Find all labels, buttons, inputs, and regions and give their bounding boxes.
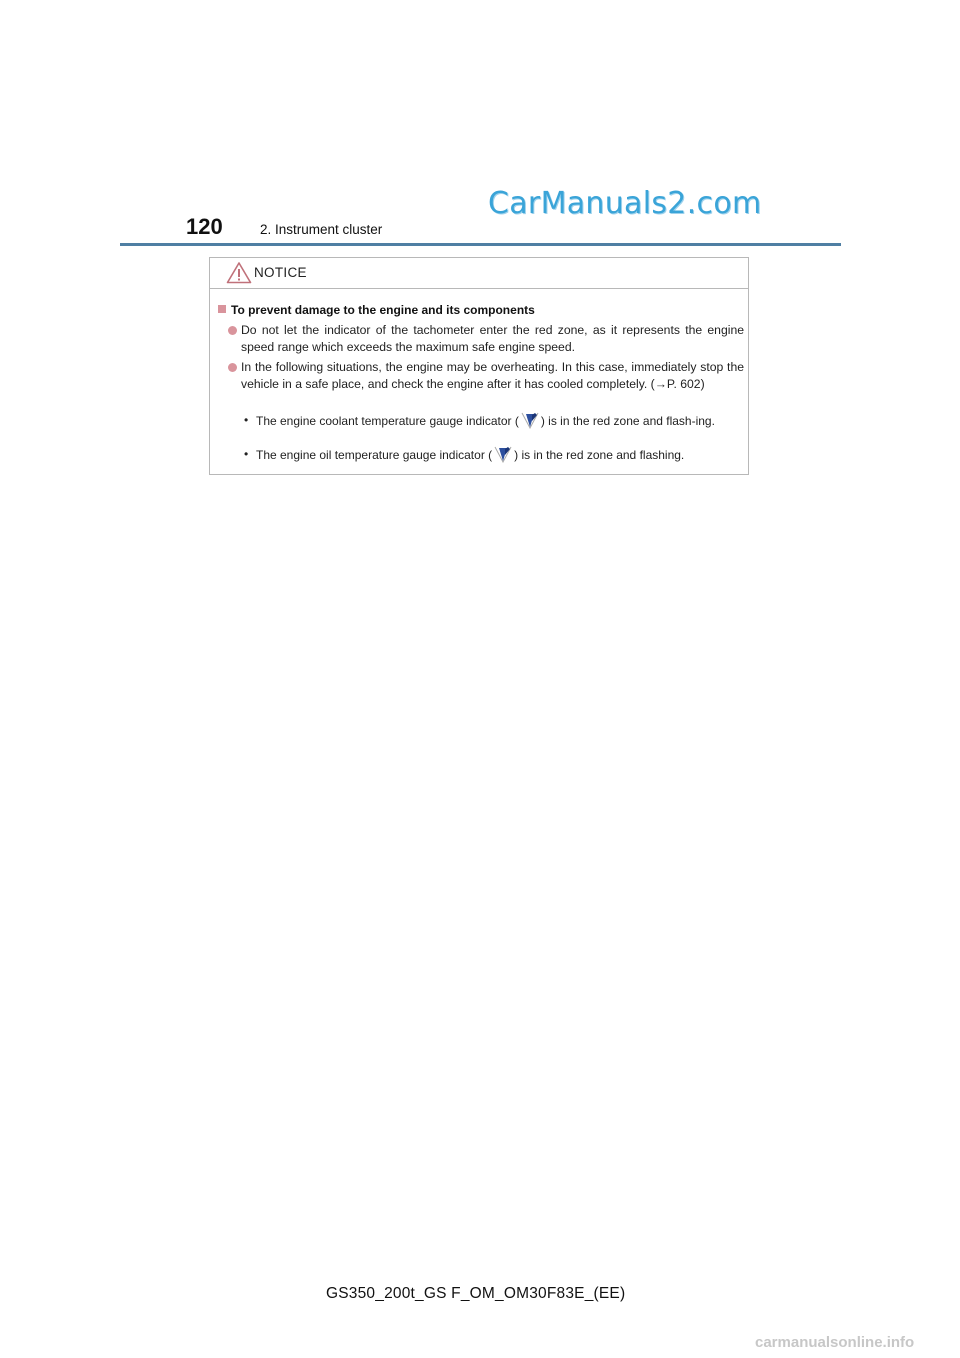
sub-text-before: The engine coolant temperature gauge indicator ( [256, 414, 519, 428]
notice-box [209, 257, 749, 475]
topic-text: To prevent damage to the engine and its components [231, 303, 535, 317]
page-number: 120 [186, 214, 223, 239]
section-title: 2. Instrument cluster [260, 222, 383, 237]
topic-heading [218, 303, 535, 317]
square-bullet-icon [218, 305, 226, 313]
oil-gauge-icon [493, 446, 513, 463]
sub-text-before: The engine oil temperature gauge indicator ( [256, 448, 493, 462]
sub-item [244, 412, 744, 429]
bullet-text: In the following situations, the engine may be overheating. In this case, immediately stop the vehicle in a safe place, and check the engine after it has cooled completely. (→P. 602) [241, 360, 744, 391]
warning-triangle-icon [226, 261, 252, 284]
bullet-item [228, 359, 744, 392]
sub-item [244, 446, 744, 463]
coolant-gauge-icon [520, 412, 540, 429]
sub-marker: • [244, 447, 249, 461]
notice-title: NOTICE [254, 265, 307, 280]
watermark-logo-top: CarManuals2.com [488, 186, 762, 221]
sub-marker: • [244, 413, 249, 427]
round-bullet-icon [228, 326, 237, 335]
sub-text-after: ) is in the red zone and flashing. [514, 448, 685, 462]
bullet-item [228, 322, 744, 355]
round-bullet-icon [228, 363, 237, 372]
document-code: GS350_200t_GS F_OM_OM30F83E_(EE) [326, 1285, 626, 1302]
header-rule [120, 243, 841, 246]
bullet-text: Do not let the indicator of the tachometer enter the red zone, as it represents the engine speed range which exceeds the maximum safe engine speed. [241, 323, 744, 354]
notice-header [210, 258, 748, 289]
sub-text-after: ) is in the red zone and flash-ing. [540, 414, 715, 428]
watermark-logo-bottom: carmanualsonline.info [755, 1334, 915, 1351]
